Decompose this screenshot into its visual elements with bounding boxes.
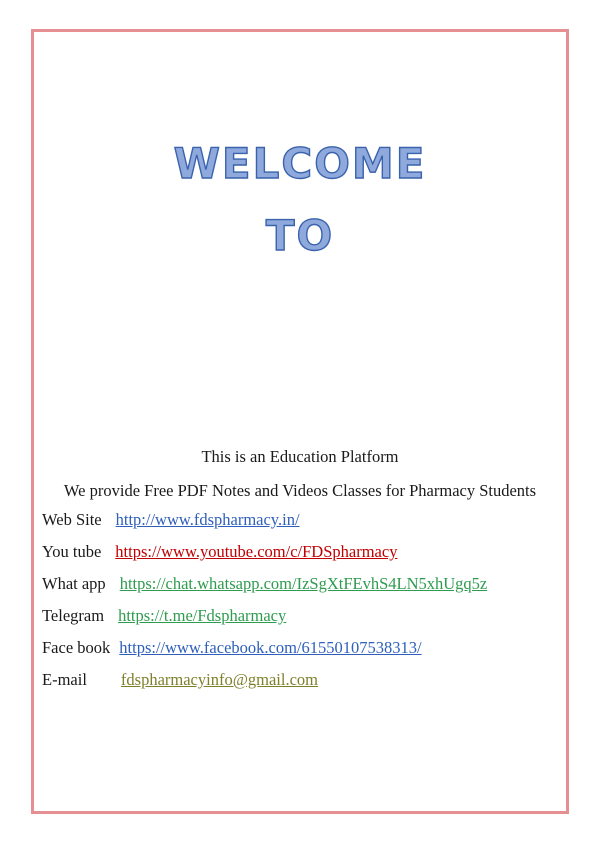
contact-label-facebook: Face book: [42, 638, 111, 657]
contact-label-youtube: You tube: [42, 542, 102, 561]
welcome-heading-line-2: TO: [265, 211, 335, 261]
contact-label-telegram: Telegram: [42, 606, 105, 625]
contact-link-whatsapp[interactable]: https://chat.whatsapp.com/IzSgXtFEvhS4LN5xhUgq5z: [119, 574, 488, 593]
tagline-line-1: This is an Education Platform: [201, 447, 399, 466]
contact-row-facebook: [42, 638, 566, 670]
welcome-heading: [34, 139, 566, 261]
contact-link-youtube[interactable]: https://www.youtube.com/c/FDSpharmacy: [115, 542, 398, 561]
contact-row-youtube: [42, 542, 566, 574]
welcome-heading-line-1: WELCOME: [173, 139, 427, 188]
page-content: [34, 32, 566, 811]
tagline-line-2: We provide Free PDF Notes and Videos Classes for Pharmacy Students: [63, 481, 537, 500]
contact-row-email: [42, 670, 566, 702]
contact-row-telegram: [42, 606, 566, 638]
contact-link-facebook[interactable]: https://www.facebook.com/61550107538313/: [119, 638, 422, 657]
contact-label-website: Web Site: [42, 510, 102, 529]
contact-link-website[interactable]: http://www.fdspharmacy.in/: [115, 510, 300, 529]
contact-link-email[interactable]: fdspharmacyinfo@gmail.com: [120, 670, 319, 689]
contact-row-website: [42, 510, 566, 542]
contact-list: [42, 510, 566, 702]
contact-row-whatsapp: [42, 574, 566, 606]
contact-label-whatsapp: What app: [42, 574, 106, 593]
contact-label-email: E-mail: [42, 670, 87, 689]
contact-link-telegram[interactable]: https://t.me/Fdspharmacy: [118, 606, 287, 625]
